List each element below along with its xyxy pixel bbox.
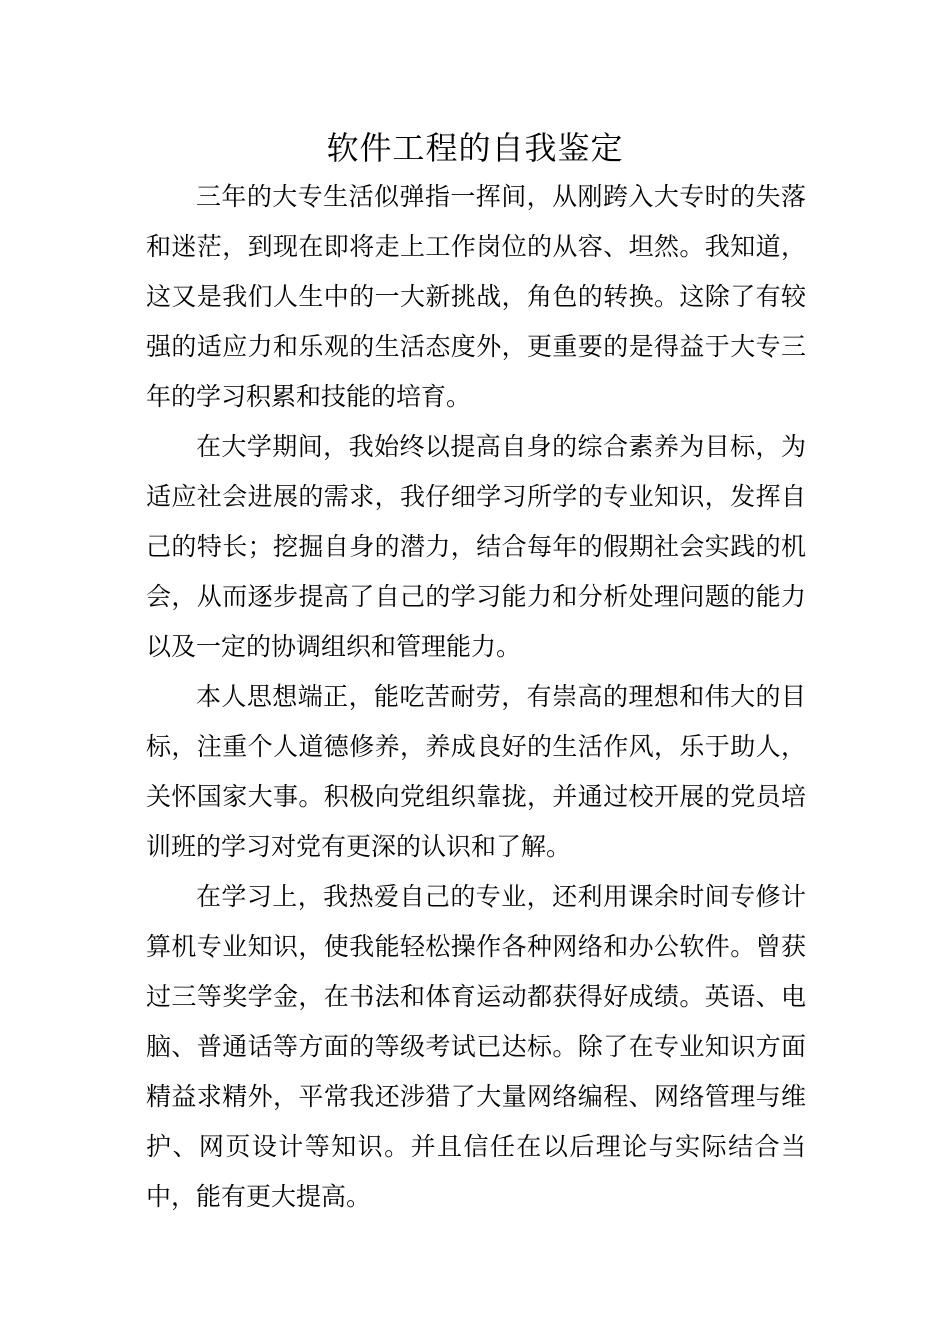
paragraph-3: 本人思想端正，能吃苦耐劳，有崇高的理想和伟大的目标，注重个人道德修养，养成良好的生活作风，乐于助人，关怀国家大事。积极向党组织靠拢，并通过校开展的党员培训班的学习对党有更深的认识和了解。: [146, 682, 806, 861]
paragraph-1: 三年的大专生活似弹指一挥间，从刚跨入大专时的失落和迷茫，到现在即将走上工作岗位的从容、坦然。我知道，这又是我们人生中的一大新挑战，角色的转换。这除了有较强的适应力和乐观的生活态度外，更重要的是得益于大专三年的学习积累和技能的培育。: [146, 182, 806, 411]
document-body: [146, 172, 806, 1222]
paragraph-2: 在大学期间，我始终以提高自身的综合素养为目标，为适应社会进展的需求，我仔细学习所学的专业知识，发挥自己的特长；挖掘自身的潜力，结合每年的假期社会实践的机会，从而逐步提高了自己的学习能力和分析处理问题的能力以及一定的协调组织和管理能力。: [146, 432, 806, 661]
document-title: 软件工程的自我鉴定: [326, 129, 624, 167]
paragraph-4: 在学习上，我热爱自己的专业，还利用课余时间专修计算机专业知识，使我能轻松操作各种网络和办公软件。曾获过三等奖学金，在书法和体育运动都获得好成绩。英语、电脑、普通话等方面的等级考试已达标。除了在专业知识方面精益求精外，平常我还涉猎了大量网络编程、网络管理与维护、网页设计等知识。并且信任在以后理论与实际结合当中，能有更大提高。: [146, 882, 806, 1211]
